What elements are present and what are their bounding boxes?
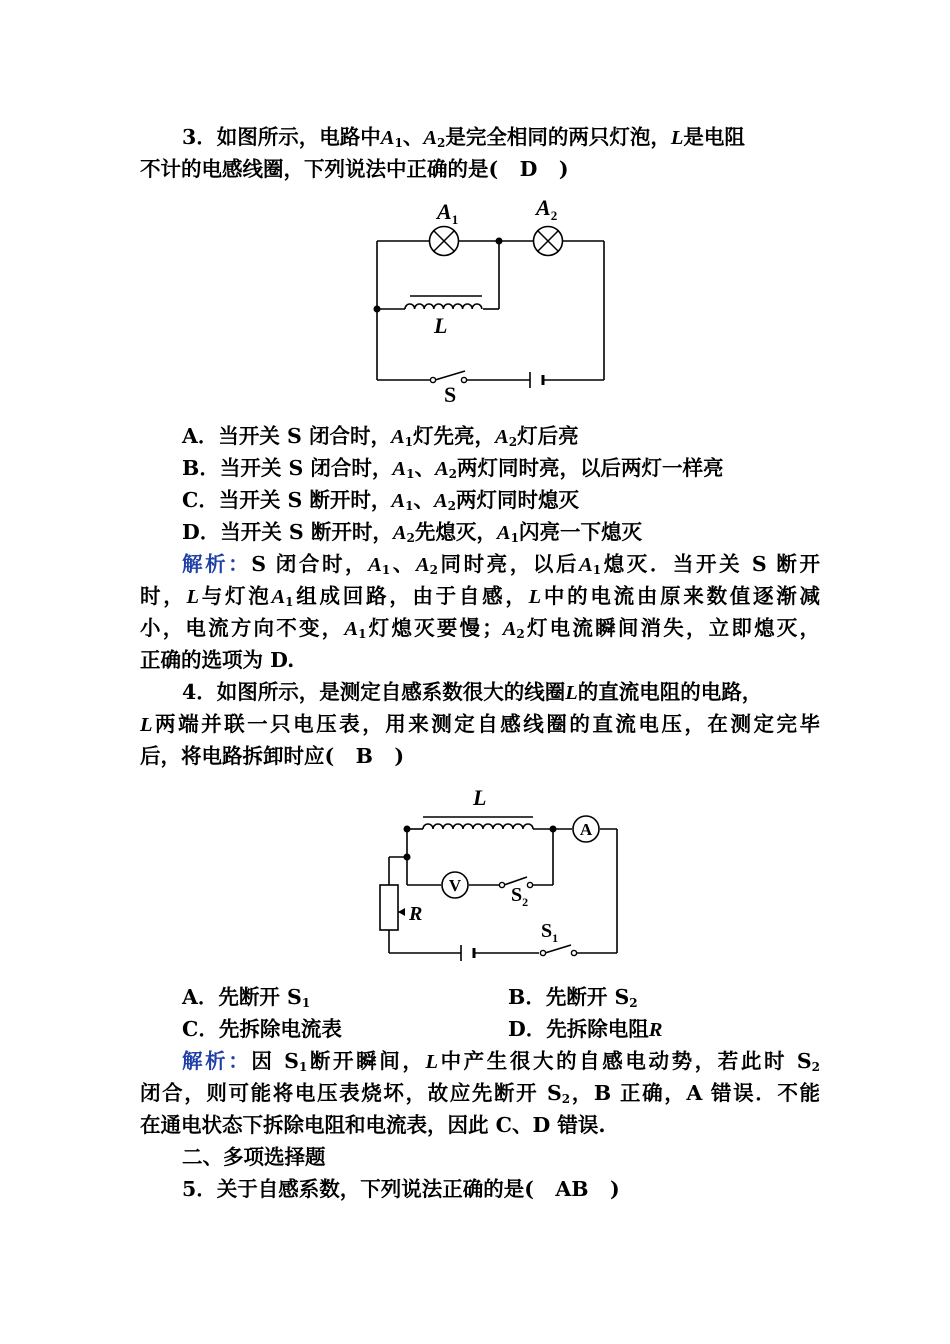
q3-junction-left	[374, 306, 381, 313]
section-heading-multiple-choice: 二、多项选择题	[182, 1145, 326, 1169]
q4-option-c: C．先拆除电流表	[182, 1017, 342, 1041]
q3-option-a: A．当开关 S 闭合时，$A_1$灯先亮，$A_2$灯后亮	[182, 424, 579, 449]
q3-switch-contact-right	[461, 377, 466, 382]
q3-junction-top	[496, 238, 503, 245]
q4-label-s1: $S_1$	[541, 920, 559, 945]
q4-label-r: R	[409, 903, 423, 925]
svg-text:A: A	[579, 820, 593, 839]
q4-stem-line3: 后，将电路拆卸时应( B )	[140, 744, 405, 768]
q3-label-a1: $A_1$	[437, 199, 459, 227]
q3-lamp-a2	[534, 227, 563, 256]
q4-label-s2: $S_2$	[511, 884, 529, 909]
q4-option-b: B．先断开 $S_2$	[508, 985, 638, 1010]
q5-answer: AB	[555, 1177, 589, 1201]
q3-stem-line1: 3．如图所示，电路中$A_1$、$A_2$是完全相同的两只灯泡，L是电阻	[182, 125, 745, 150]
q3-label-a2: $A_2$	[536, 195, 558, 223]
q3-answer: D	[519, 157, 538, 181]
q4-slider-arrow	[398, 908, 405, 916]
q4-option-a: A．先断开 $S_1$	[182, 985, 311, 1010]
q4-s1-contact-left	[540, 950, 545, 955]
q4-circuit-diagram	[355, 785, 630, 970]
q4-s2-contact-right	[527, 882, 532, 887]
q4-junction-top-left	[404, 826, 411, 833]
q4-s1-contact-right	[571, 950, 576, 955]
q4-s2-contact-left	[499, 882, 504, 887]
svg-text:V: V	[448, 876, 462, 895]
q3-analysis-line4: 正确的选项为 D.	[140, 648, 295, 672]
q3-option-b: B．当开关 S 闭合时，$A_1$、$A_2$两灯同时亮，以后两灯一样亮	[182, 456, 724, 481]
q4-stem-line2: L两端并联一只电压表，用来测定自感线圈的直流电压，在测定完毕	[140, 712, 820, 736]
q3-analysis-line1: 解析：S 闭合时，$A_1$、$A_2$同时亮，以后$A_1$熄灭．当开关 S 断开	[182, 552, 821, 577]
q3-switch-contact-left	[430, 377, 435, 382]
q4-voltmeter	[442, 872, 468, 898]
q4-option-d: D．先拆除电阻R	[508, 1017, 663, 1041]
q3-analysis-line3: 小，电流方向不变，$A_1$灯熄灭要慢；$A_2$灯电流瞬间消失，立即熄灭，	[140, 616, 821, 641]
q4-answer: B	[355, 744, 373, 768]
q4-resistor	[380, 885, 398, 930]
q4-analysis-label: 解析：	[182, 1049, 252, 1073]
q4-ammeter	[573, 816, 599, 842]
q3-circuit-diagram	[360, 195, 620, 410]
q4-analysis-line2: 闭合，则可能将电压表烧坏，故应先断开 $S_2$，B 正确，A 错误．不能	[140, 1081, 820, 1106]
q4-junction-mid	[404, 854, 411, 861]
q3-option-c: C．当开关 S 断开时，$A_1$、$A_2$两灯同时熄灭	[182, 488, 579, 513]
q3-analysis-line2: 时，L与灯泡$A_1$组成回路，由于自感，L中的电流由原来数值逐渐减	[140, 584, 821, 609]
q4-analysis-line1: 解析：因 $S_1$断开瞬间，L中产生很大的自感电动势，若此时 $S_2$	[182, 1049, 820, 1074]
q4-junction-top-right	[550, 826, 557, 833]
q3-analysis-label: 解析：	[182, 552, 252, 576]
q3-label-l: L	[434, 313, 448, 338]
q3-option-d: D．当开关 S 断开时，$A_2$先熄灭，$A_1$闪亮一下熄灭	[182, 520, 642, 545]
q5-stem: 5．关于自感系数，下列说法正确的是( AB )	[182, 1177, 620, 1201]
q4-stem-line1: 4．如图所示，是测定自感系数很大的线圈L的直流电阻的电路，	[182, 680, 763, 704]
q4-analysis-line3: 在通电状态下拆除电阻和电流表，因此 C、D 错误.	[140, 1113, 606, 1137]
q3-label-s: S	[444, 382, 457, 407]
q4-label-l: L	[473, 785, 487, 810]
q3-stem-line2: 不计的电感线圈，下列说法中正确的是( D )	[140, 157, 569, 181]
q3-lamp-a1	[430, 227, 459, 256]
